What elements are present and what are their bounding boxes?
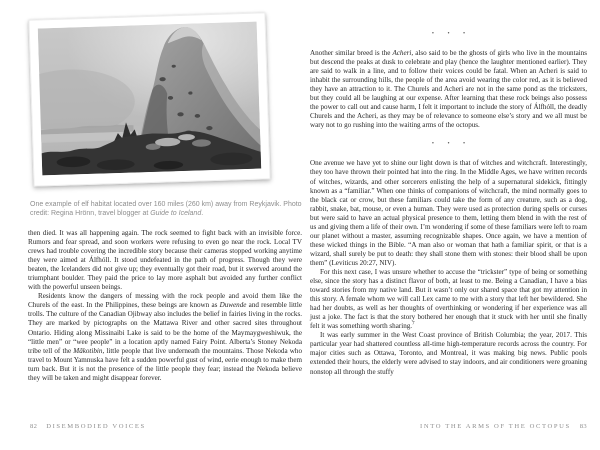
- paragraph: For this next case, I was unsure whether to accuse the “trickster” type of being or something else, since the story has a distinct flavor of both, at least to me. Being a Canadian, I have a bias toward stories from my native land. But it wasn’t only our shared space that got my attention in this story. A female whom we will call Lex came to me with a story that left her bewildered. She had her doubts, as well as her thoughts of overthinking or wondering if her experience was all just a joke. The fact is that the story bothered her enough that it stuck with her until she finally felt it was something worth sharing.$^7$: [310, 267, 587, 331]
- paragraph: One avenue we have yet to shine our light down is that of witches and witchcraft. Interestingly, they too have thrown their pointed hat into the ring. In the Middle Ages, we have written records of witches, wizards, and other sorcerers enlisting the help of a supernatural sidekick, fittingly known as a “familiar.” When one thinks of companions of witchcraft, the mind normally goes to the black cat or crow, but these familiars could take the form of any creature, such as a dog, rabbit, snake, bat, mouse, or even a human. They were used as protection during spells or curses but were said to have an actual physical presence to them, letting them blend in with the rest of us and giving them a life of their own. I’m wondering if some of these familiars were left to roam our planet without a master, assuming recognizable shapes. Once again, we have a mention of these wicked things in the Bible. “A man also or woman that hath a familiar spirit, or that is a wizard, shall surely be put to death: they shall stone them with stones: their blood shall be upon them” (Leviticus 20:27, NIV).: [310, 159, 587, 267]
- section-divider: • • •: [431, 31, 472, 37]
- running-head: INTO THE ARMS OF THE OCTOPUS: [420, 423, 571, 430]
- paragraph-continuation: then died. It was all happening again. The rock seemed to fight back with an invisible force. Rumors and fear spread, and soon workers were refusing to even go near the rock. Local TV crews had trouble covering the incredible story because their cameras stopped working anytime they were aimed at Álfhóll. It stood undefeated in the path of progress. Though they were beaten, the Icelanders did not give up; they eventually got their road, but it swerved around the triumphant boulder. They paid the price to lay more asphalt but avoided any further conflict with the powerful unseen beings.: [28, 229, 302, 292]
- photo-caption: One example of elf habitat located over 160 miles (260 km) away from Reykjavik. Photo credit: Regina Hrönn, travel blogger at Guide to Iceland.: [30, 201, 302, 217]
- page-number: 83: [579, 423, 587, 430]
- right-body-text: [310, 30, 587, 377]
- paragraph: Another similar breed is the Acheri, also said to be the ghosts of girls who live in the mountains but descend the peaks at dusk to celebrate and play (hence the laughter mentioned earlier). They are said to walk in a line, and to follow their voices could be fatal. When an Acheri is said to inhabit the surrounding hills, the people of the area avoid wearing the color red, as it is believed they have an attraction to it. The Churels and Acheri are not in the same pond as the tricksters, but they could all be laughing at our expense. After learning that these rock beings also possess the power to call out and cause harm, I felt it important to include the story of Álfhóll, the deadly Churels and the Acheri, as they may be of relevance to someone else’s story and we all must be wary not to go rushing into the waiting arms of the octopus.: [310, 49, 587, 130]
- right-page-footer: [310, 423, 587, 430]
- photo-frame: [28, 12, 270, 186]
- page-number: 82: [30, 423, 38, 430]
- paragraph: It was early summer in the West Coast province of British Columbia; the year, 2017. This particular year had shattered countless all-time high-temperature records across the country. For major cities such as Ottawa, Toronto, and Montreal, it was making big news. Public pools extended their hours, the elderly were advised to stay indoors, and air conditioners were groaning nonstop all through the stuffy: [310, 331, 587, 376]
- running-head: DISEMBODIED VOICES: [46, 423, 146, 430]
- rock-formation-photo: [38, 22, 262, 176]
- left-page-footer: [30, 423, 146, 430]
- left-body-text: [28, 229, 302, 383]
- paragraph: Residents know the dangers of messing with the rock people and avoid them like the Churels of the east. In the Philippines, these beings are known as Duwende and resemble little trolls. The culture of the Canadian Ojibway also includes the belief in fairies living in the rocks. They are marked by pictographs on the Mattawa River and other sacred sites throughout Ontario. Hiding along Missinaibi Lake is said to be the home of the Maymaygweshiwuk, the “little men” or “wee people” in a location aptly named Fairy Point. Alberta’s Stoney Nekoda tribe tell of the Mâkotibin, little people that live underneath the mountains. Those Nekoda who travel to Mount Yamnuska have felt a sudden powerful gust of wind, eerie enough to make them turn back. But it is not the presence of the little people they fear; instead the Nekoda believe they will be taken and might disappear forever.: [28, 292, 303, 382]
- section-divider: • • •: [431, 141, 472, 148]
